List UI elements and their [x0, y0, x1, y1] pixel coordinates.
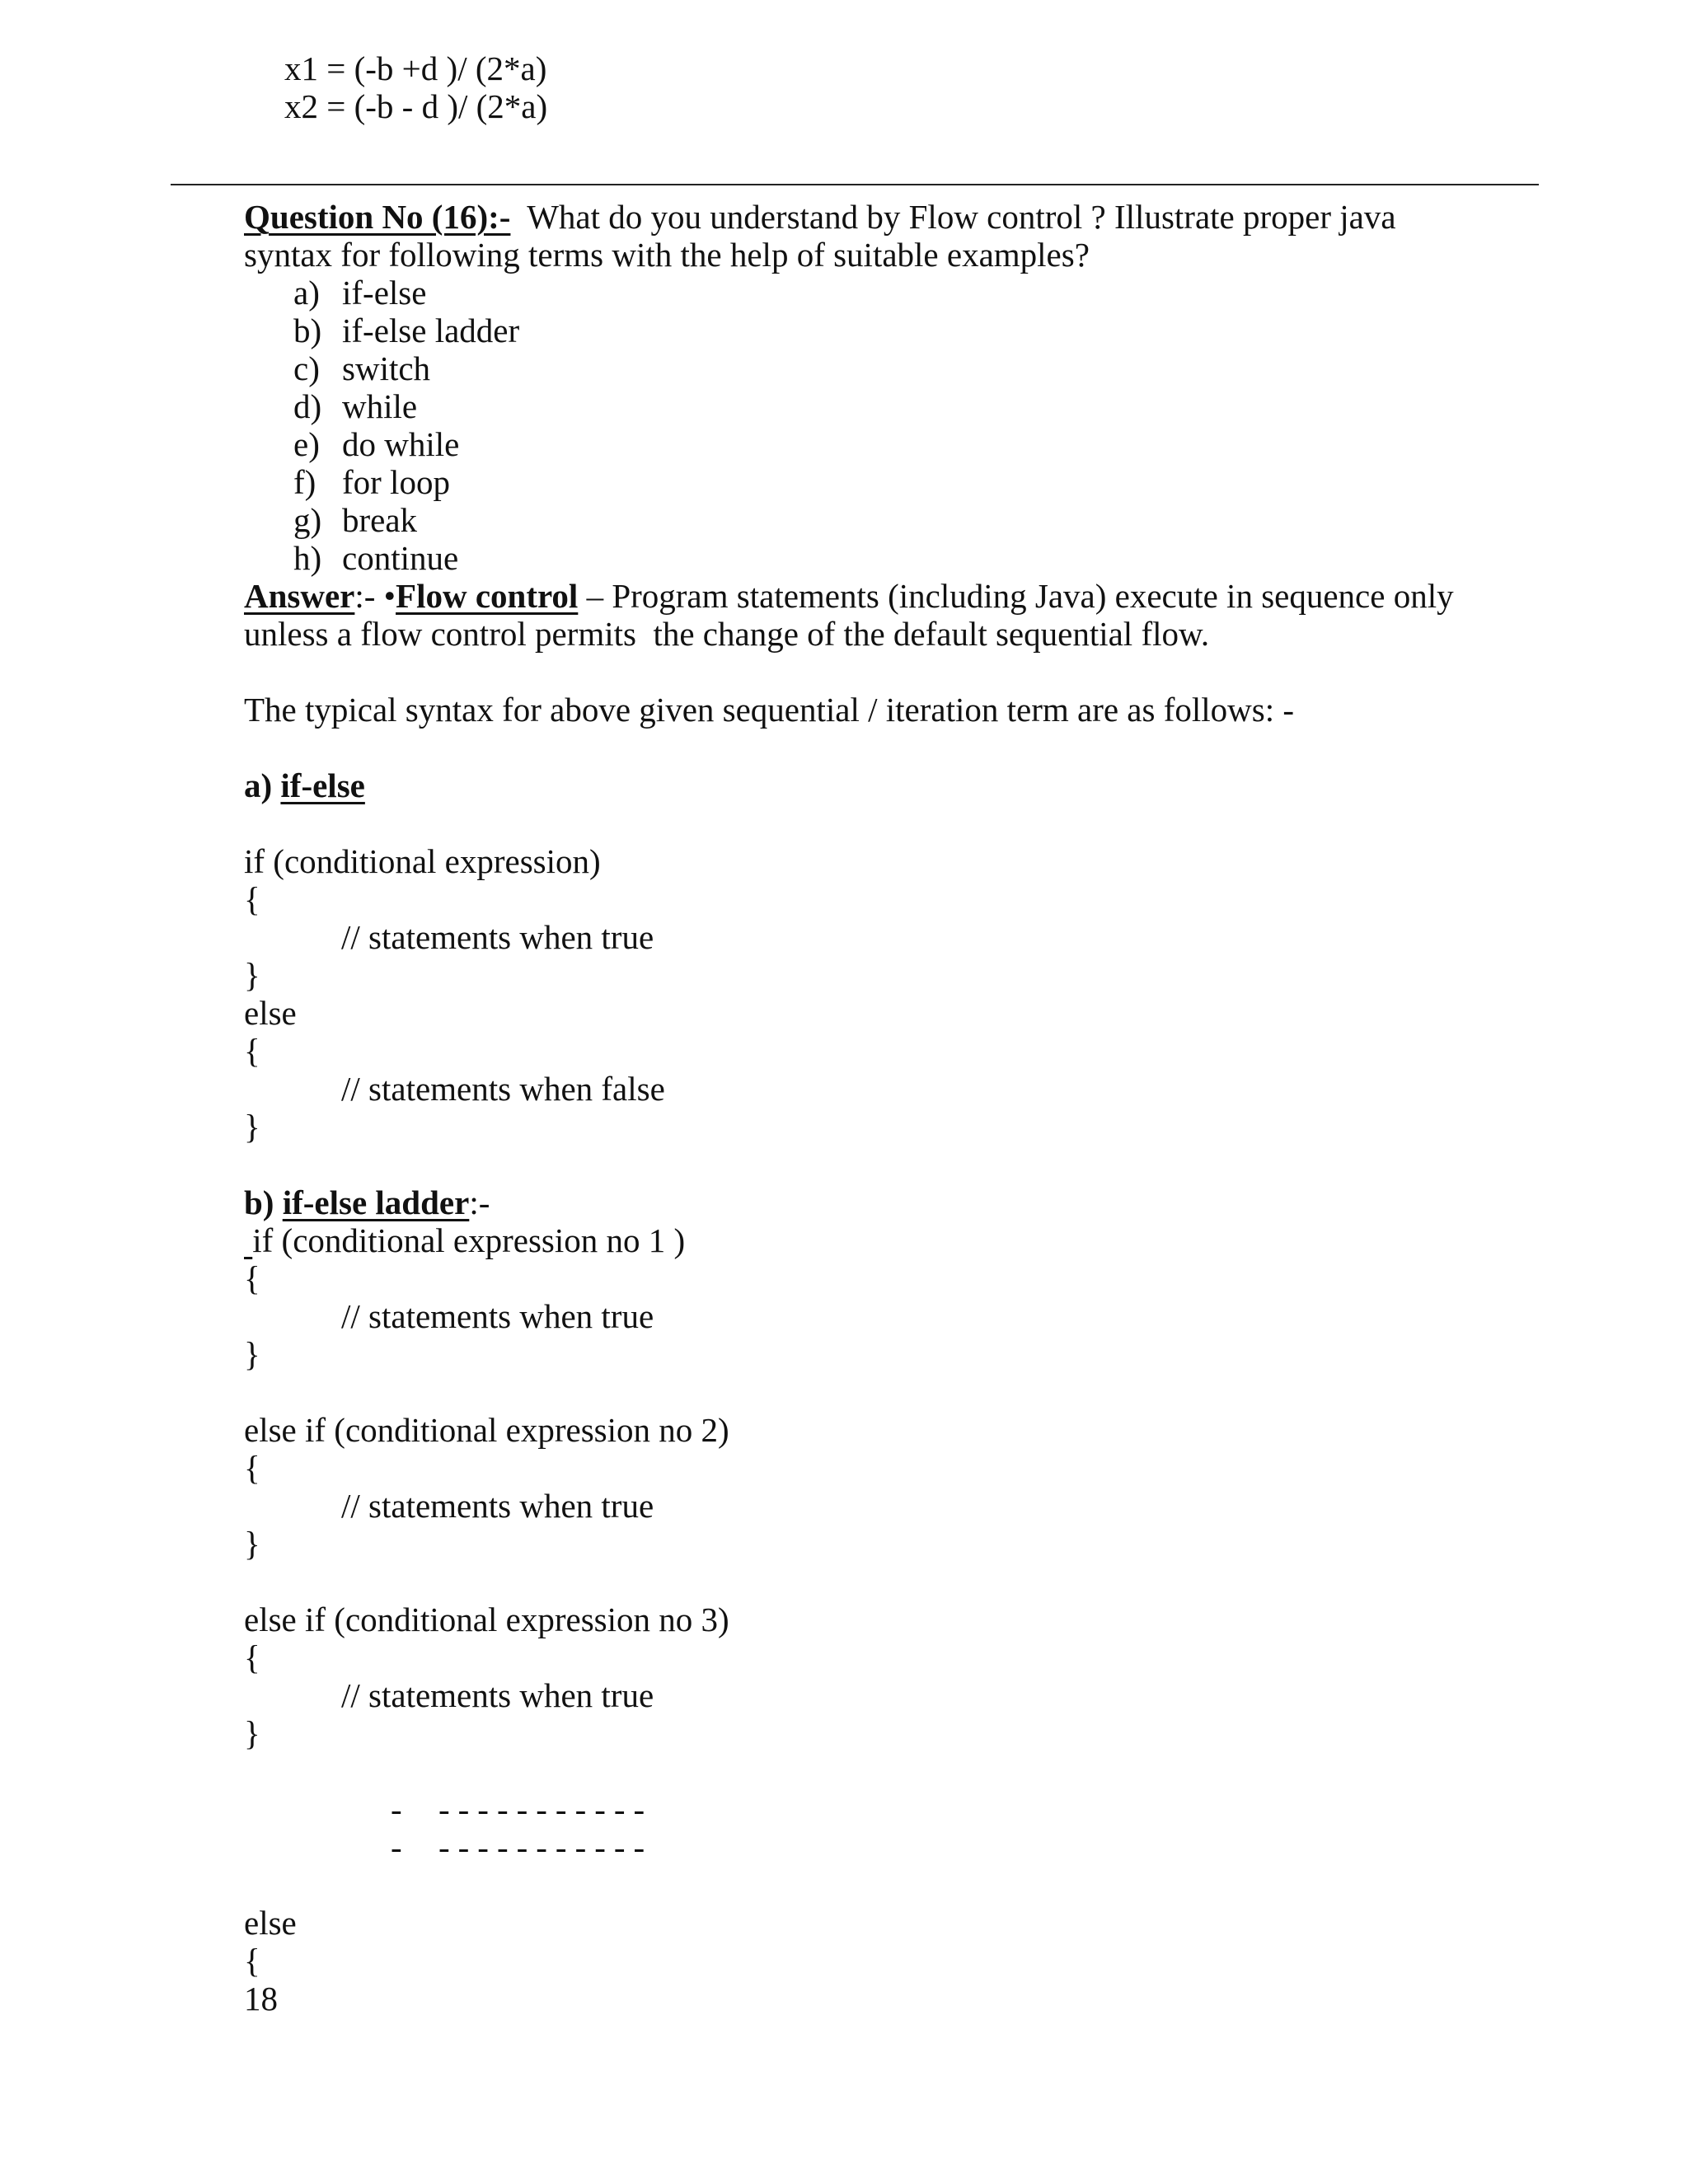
section-a-title: if-else	[280, 766, 365, 804]
code-line: }	[244, 1714, 260, 1752]
code-line: else	[244, 1904, 297, 1942]
code-line: {	[244, 1449, 260, 1487]
list-item: while	[342, 387, 418, 425]
code-comment: // statements when true	[341, 918, 654, 956]
page-number: 18	[244, 1980, 278, 2018]
code-line: else	[244, 994, 297, 1032]
list-item: switch	[342, 349, 431, 387]
list-item: continue	[342, 539, 459, 577]
code-line: {	[244, 1259, 260, 1297]
section-b-title: if-else ladder	[282, 1183, 470, 1221]
list-item: break	[342, 501, 418, 539]
list-item-marker: e)	[293, 425, 320, 463]
code-line: {	[244, 880, 260, 918]
horizontal-divider	[171, 184, 1539, 185]
answer-intro: The typical syntax for above given sequential / iteration term are as follows: -	[244, 691, 1295, 729]
answer-separator: :- •	[354, 577, 396, 615]
code-comment: // statements when false	[341, 1070, 665, 1108]
list-item: if-else ladder	[342, 312, 520, 349]
underline-mark	[244, 1221, 252, 1259]
ellipsis-dash: -	[391, 1790, 402, 1828]
code-line: {	[244, 1638, 260, 1676]
code-line: {	[244, 1942, 260, 1980]
code-if-1: if (conditional expression no 1 )	[252, 1221, 686, 1259]
question-line-2: syntax for following terms with the help of suitable examples?	[244, 236, 1090, 274]
answer-line-2: unless a flow control permits the change of the default sequential flow.	[244, 615, 1210, 653]
answer-text-1: – Program statements (including Java) execute in sequence only	[578, 577, 1454, 615]
section-a-heading	[244, 766, 365, 804]
code-line: }	[244, 1335, 260, 1373]
list-item: for loop	[342, 463, 450, 501]
formula-x1: x1 = (-b +d )/ (2*a)	[284, 49, 547, 87]
code-line: else if (conditional expression no 2)	[244, 1411, 729, 1449]
code-line: }	[244, 1108, 260, 1146]
list-item: do while	[342, 425, 460, 463]
question-text-1: What do you understand by Flow control ? Illustrate proper java	[527, 198, 1396, 236]
code-line: else if (conditional expression no 3)	[244, 1601, 729, 1638]
list-item-marker: g)	[293, 501, 322, 539]
ellipsis-dash: -	[391, 1828, 402, 1866]
code-comment: // statements when true	[341, 1487, 654, 1525]
code-comment: // statements when true	[341, 1297, 654, 1335]
list-item-marker: f)	[293, 463, 316, 501]
ellipsis-dashes: -----------	[438, 1790, 654, 1828]
section-a-prefix: a)	[244, 766, 281, 804]
list-item-marker: a)	[293, 274, 320, 312]
code-line: }	[244, 1525, 260, 1563]
code-line: {	[244, 1032, 260, 1070]
answer-line-1	[244, 577, 1454, 615]
list-item-marker: h)	[293, 539, 322, 577]
question-line-1	[244, 198, 1396, 236]
code-comment: // statements when true	[341, 1676, 654, 1714]
list-item: if-else	[342, 274, 427, 312]
list-item-marker: b)	[293, 312, 322, 349]
list-item-marker: c)	[293, 349, 320, 387]
formula-x2: x2 = (-b - d )/ (2*a)	[284, 87, 548, 125]
answer-term: Flow control	[396, 577, 579, 615]
question-label: Question No (16):-	[244, 198, 511, 236]
code-line	[244, 1221, 685, 1259]
code-line: if (conditional expression)	[244, 842, 601, 880]
answer-label: Answer	[244, 577, 355, 615]
section-b-prefix: b)	[244, 1183, 283, 1221]
list-item-marker: d)	[293, 387, 322, 425]
ellipsis-dashes: -----------	[438, 1828, 654, 1866]
section-b-heading	[244, 1183, 490, 1221]
section-b-suffix: :-	[469, 1183, 490, 1221]
code-line: }	[244, 956, 260, 994]
